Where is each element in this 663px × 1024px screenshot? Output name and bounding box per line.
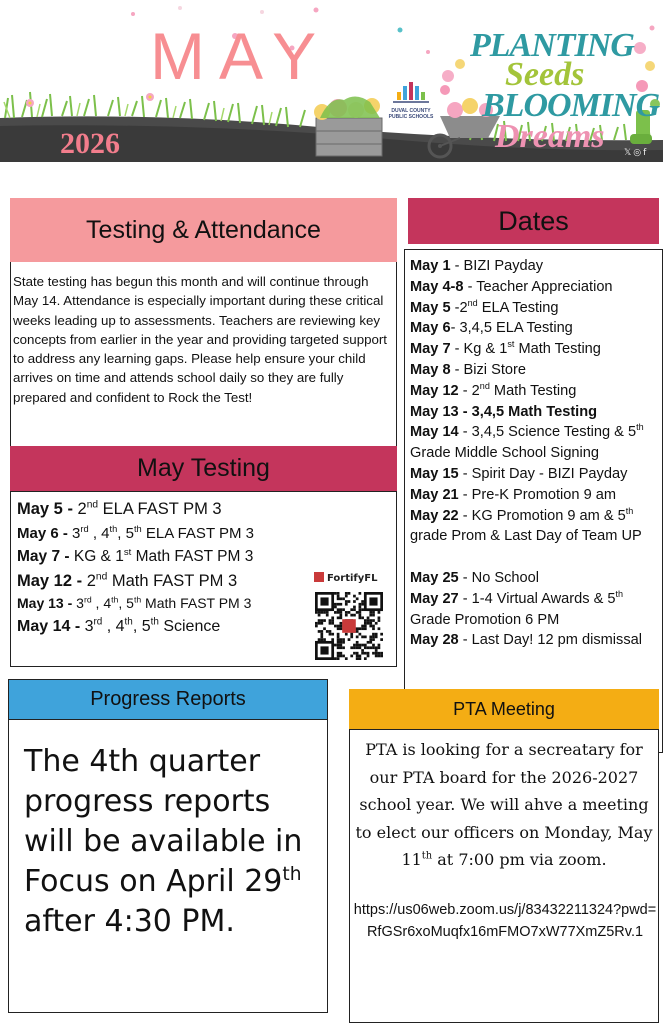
theme-word-4: Dreams (495, 118, 605, 155)
instagram-icon[interactable]: ◎ (633, 148, 644, 158)
progress-reports-section (8, 719, 328, 1013)
date-item: May 14 - 3,4,5 Science Testing & 5th Grade Middle School Signing (410, 422, 644, 462)
qr-code-icon[interactable] (315, 592, 383, 660)
date-item: May 8 - Bizi Store (410, 362, 526, 378)
date-item: May 7 - Kg & 1st Math Testing (410, 339, 601, 358)
may-testing-section (10, 491, 397, 667)
may-testing-item: May 7 - KG & 1st Math FAST PM 3 (17, 546, 254, 565)
fortifyfl-icon (314, 572, 324, 582)
dates-heading: Dates (408, 198, 659, 244)
district-logo-text: DUVAL COUNTY PUBLIC SCHOOLS (388, 108, 434, 120)
date-item: May 27 - 1-4 Virtual Awards & 5th Grade Promotion 6 PM (410, 588, 624, 628)
date-item: May 21 - Pre-K Promotion 9 am (410, 486, 617, 503)
year-label: 2026 (60, 127, 120, 160)
may-testing-heading: May Testing (10, 446, 397, 491)
date-item: May 12 - 2nd Math Testing (410, 380, 577, 399)
pta-meeting-text: PTA is looking for a secreatary for our PTA board for the 2026-2027 school year. We will ahve a meeting to elect our officers on Monday, May 11th at 7:00 pm via zoom. (355, 740, 653, 869)
zoom-link[interactable]: https://us06web.zoom.us/j/83432211324?pwd=RfGSr6xoMuqfx16mFMO7xW77XmZ5Rv.1 (353, 902, 657, 940)
date-item: May 28 - Last Day! 12 pm dismissal (410, 632, 642, 649)
header-banner (0, 0, 663, 162)
date-item: May 1 - BIZI Payday (410, 258, 544, 274)
date-item: May 25 - No School (410, 570, 539, 586)
facebook-icon[interactable]: f (643, 148, 649, 158)
social-icons (624, 148, 648, 158)
date-item: May 6- 3,4,5 ELA Testing (410, 320, 573, 337)
date-item: May 22 - KG Promotion 9 am & 5th grade Prom & Last Day of Team UP (410, 505, 642, 545)
progress-reports-text: The 4th quarter progress reports will be available in Focus on April 29th after 4:30 PM. (24, 744, 303, 939)
testing-attendance-heading: Testing & Attendance (10, 198, 397, 262)
theme-word-3: BLOOMING (482, 87, 660, 124)
may-testing-item: May 13 - 3rd , 4th, 5th Math FAST PM 3 (17, 594, 252, 611)
theme-word-2: Seeds (505, 56, 585, 93)
progress-reports-heading: Progress Reports (8, 679, 328, 720)
fortifyfl-logo: FortifyFL (314, 572, 378, 584)
date-item: May 4-8 - Teacher Appreciation (410, 278, 613, 295)
pta-meeting-section (349, 729, 659, 1023)
date-item: May 13 - 3,4,5 Math Testing (410, 403, 598, 420)
pta-meeting-heading: PTA Meeting (349, 689, 659, 729)
testing-attendance-text: State testing has begun this month and will continue through May 14. Attendance is especially important during these critical weeks leading up to assessments. Teachers are reviewing key concepts from earlier in the year and providing targeted support to address any learning gaps. Please help ensure your child arrives on time and attends school daily so they are fully prepared and confident to Rock the Test! (13, 274, 388, 405)
may-testing-item: May 12 - 2nd Math FAST PM 3 (17, 571, 238, 590)
date-item: May 5 -2nd ELA Testing (410, 297, 559, 316)
month-title: MAY (150, 19, 331, 93)
may-testing-item: May 14 - 3rd , 4th, 5th Science (17, 616, 221, 635)
may-testing-item: May 6 - 3rd , 4th, 5th ELA FAST PM 3 (17, 524, 255, 542)
date-item: May 15 - Spirit Day - BIZI Payday (410, 466, 628, 482)
theme-word-1: PLANTING (470, 27, 634, 64)
dates-section (404, 249, 663, 753)
may-testing-item: May 5 - 2nd ELA FAST PM 3 (17, 499, 222, 518)
x-icon[interactable]: 𝕏 (624, 148, 634, 158)
testing-attendance-section (10, 262, 397, 447)
